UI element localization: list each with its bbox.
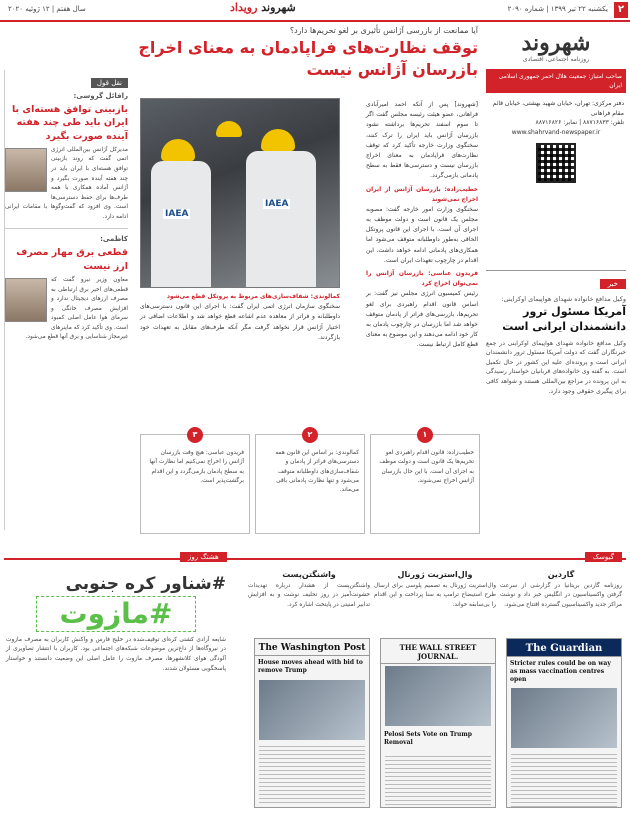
opinion-title: قطعی برق مهار مصرف ارز نیست	[16, 247, 128, 272]
bottom-divider	[4, 558, 626, 560]
page-number: ۲	[614, 2, 628, 18]
front-page-thumbnail	[254, 638, 370, 808]
front-image	[511, 688, 617, 748]
qr-code-icon	[536, 143, 576, 183]
author-portrait	[5, 148, 47, 192]
lead-column-2	[140, 292, 340, 430]
lead-title: توقف نظارت‌های فراپادمان به معنای اخراج بازرسان آژانس نیست	[138, 38, 478, 79]
issue-dateline-gregorian: سال هفتم | ۱۲ ژوئیه ۲۰۲۰	[8, 5, 86, 13]
lead-subhead: فریدون عباسی: بازرسان آژانس را نمی‌توان اخراج کرد	[366, 270, 478, 288]
front-headline: Pelosi Sets Vote on Trump Removal	[384, 731, 472, 746]
press-text: روزنامه گاردین بریتانیا در گزارشی از سرعت گرفتن واکسیناسیون در انگلیس خبر داد و نوشت مراکز جدید واکسیناسیون گسترده افتتاح می‌شود.	[500, 583, 622, 608]
masthead	[482, 24, 630, 264]
opinion-title: بازبینی توافق هسته‌ای با ایران باید طی چند هفته آینده صورت بگیرد	[11, 104, 128, 142]
helmet-shape	[216, 121, 242, 137]
section-logo-word: رویداد	[230, 1, 258, 14]
lead-subhead: کمالوندی: شفاف‌سازی‌های مربوط به پروتکل قطع می‌شود	[166, 293, 340, 300]
lead-kicker: آیا ممانعت از بازرسی آژانس تأثیری بر لغو تحریم‌ها دارد؟	[289, 26, 478, 35]
front-masthead: THE WALL STREET JOURNAL.	[381, 639, 495, 664]
news-tag: خبر	[600, 279, 626, 289]
quote-number: ۱	[417, 427, 433, 443]
helmet-shape	[261, 129, 295, 151]
press-name: واشنگتن‌پست	[282, 570, 336, 579]
opinion-tag: نقل قول	[91, 78, 128, 88]
lead-paragraph: سخنگوی سازمان انرژی اتمی ایران گفت: با اجرای این قانون دسترسی‌های داوطلبانه و فراتر از معاهده عدم اشاعه قطع خواهد شد و اطلاعات اضافی در اختیار آژانس قرار نخواهد گرفت مگر آنکه طرف‌های مقابل به تعهدات خود بازگردند.	[140, 303, 340, 341]
lead-column-1	[366, 100, 478, 430]
hashtag-text: شایعه آزادی کشتی کره‌ای توقیف‌شده در خلیج فارس و واکنش کاربران به مصرف مازوت در نیروگاه‌ها از داغ‌ترین موضوعات شبکه‌های اجتماعی بود. کاربران با انتشار تصاویری از آلودگی هوای کلانشهرها، مصرف مازوت را عامل اصلی این وضعیت دانستند و خواستار پاسخگویی مسئولان شدند.	[6, 636, 226, 673]
front-text-lines	[259, 743, 365, 803]
press-item	[374, 570, 496, 814]
press-text: وال‌استریت ژورنال به تصمیم پلوسی برای ارسال طرح استیضاح ترامپ به سنا پرداخت و این اقدام را بی‌سابقه خواند.	[374, 583, 496, 608]
helmet-shape	[161, 139, 195, 161]
numbered-quote	[140, 430, 250, 534]
press-name: گاردین	[547, 570, 575, 579]
masthead-website[interactable]: www.shahrvand-newspaper.ir	[511, 128, 601, 136]
issue-dateline: یکشنبه ۲۲ تیر ۱۳۹۹ | شماره ۲۰۹۰	[507, 5, 608, 13]
press-item	[248, 570, 370, 814]
press-tag: گیوسک	[585, 552, 622, 562]
suit-shape	[151, 161, 211, 288]
front-page-thumbnail	[506, 638, 622, 808]
numbered-quotes	[140, 430, 480, 534]
front-text-lines	[511, 751, 617, 808]
quote-text: خطیب‌زاده: قانون اقدام راهبردی لغو تحریم‌ها یک قانون است و دولت موظف به اجرای آن است. با این حال بازرسان آژانس اخراج نمی‌شوند.	[379, 450, 474, 484]
author-portrait	[5, 278, 47, 322]
iaea-label: IAEA	[265, 199, 289, 209]
numbered-quote	[255, 430, 365, 534]
lead-headline-block	[138, 26, 478, 80]
front-headline: Stricter rules could be on way as mass vaccination centres open	[510, 660, 611, 683]
press-text: واشنگتن‌پست از هشدار درباره تهدیدات خشونت‌آمیز در روز تحلیف نوشت و به افزایش تدابیر امنیتی در پایتخت اشاره کرد.	[248, 583, 370, 608]
masthead-brand: شهروند	[521, 30, 591, 56]
opinion-column	[4, 70, 128, 530]
lead-paragraph: رئیس کمیسیون انرژی مجلس نیز گفت: بر اساس قانون اقدام راهبردی برای لغو تحریم‌ها، بازرسی‌های فراتر از پادمان متوقف خواهد شد اما بازرسان در چارچوب پادمان به کار خود ادامه می‌دهند و این موضوع به معنای قطع کامل ارتباط نیست.	[366, 290, 478, 349]
news-body: وکیل مدافع خانواده شهدای هواپیمای اوکراینی در جمع خبرنگاران گفت که دولت آمریکا مسئول ترور دانشمندان ایرانی است و پرونده‌ای علیه این کشور در حال تکمیل است. به گفته وی خانواده‌های قربانیان خواستار رسیدگی به این پرونده در مراجع بین‌المللی هستند و شواهد کافی برای پیگیری حقوقی وجود دارد.	[486, 339, 626, 395]
news-column	[486, 270, 626, 540]
numbered-quote	[370, 430, 480, 534]
divider	[5, 228, 128, 229]
front-headline: House moves ahead with bid to remove Trump	[258, 659, 363, 674]
opinion-author: رافائل گروسی:	[73, 92, 128, 100]
section-logo	[230, 1, 296, 14]
section-logo-brand: شهروند	[261, 1, 296, 14]
opinion-text: معاون وزیر نیرو گفت که قطعی‌های اخیر برق ارتباطی به مصرف ارزهای دیجیتال ندارد و افزایش مصرف خانگی و سرمای هوا عامل اصلی کمبود است. وی تأکید کرد که ماینرهای غیرمجاز شناسایی و برق آنها قطع می‌شود.	[25, 276, 128, 341]
lead-photo	[140, 98, 340, 288]
masthead-tagline: روزنامه اجتماعی، اقتصادی	[522, 56, 590, 63]
suit-shape	[246, 151, 316, 288]
hashtag-word: #مازوت	[36, 596, 196, 632]
front-text-lines	[385, 753, 491, 808]
quote-number: ۲	[302, 427, 318, 443]
masthead-address: دفتر مرکزی: تهران، خیابان شهید بهشتی، خیابان قائم مقام فراهانی	[492, 100, 624, 117]
news-title: آمریکا مسئول ترور دانشمندان ایرانی است	[502, 305, 626, 333]
hashtag-title: #شناور کره جنوبی	[65, 574, 226, 594]
iaea-label: IAEA	[165, 209, 189, 219]
opinion-author: کاظمی:	[100, 235, 128, 244]
quote-number: ۳	[187, 427, 203, 443]
lead-paragraph: سخنگوی وزارت امور خارجه گفت: مصوبه مجلس یک قانون است و دولت موظف به اجرای آن است. با اجرای این قانون پروتکل الحاقی به‌طور داوطلبانه متوقف می‌شود اما همکاری‌های پادمانی ادامه خواهد داشت. این اقدام در چارچوب تعهدات ایران است.	[366, 205, 478, 264]
hashtag-tag: هشتگ روز	[180, 552, 227, 562]
quote-text: کمالوندی: بر اساس این قانون همه دسترسی‌های فراتر از پادمان و شفاف‌سازی‌های داوطلبانه متوقف می‌شود و تنها نظارت پادمانی باقی می‌ماند.	[275, 450, 359, 494]
hashtag-box	[6, 574, 226, 812]
front-masthead: The Washington Post	[255, 639, 369, 656]
lead-subhead: خطیب‌زاده: بازرسان آژانس از ایران اخراج نمی‌شوند	[366, 185, 478, 203]
news-kicker: وکیل مدافع خانواده شهدای هواپیمای اوکراینی:	[501, 295, 626, 303]
opinion-text: مدیرکل آژانس بین‌المللی انرژی اتمی گفت که روند بازبینی توافق هسته‌ای با ایران باید در چند هفته آینده صورت بگیرد و آژانس آماده همکاری با همه طرف‌ها برای حفظ دسترسی‌ها است. وی افزود که گفت‌وگوها با مقامات ایرانی ادامه دارد.	[5, 146, 128, 220]
masthead-license: صاحب امتیاز: جمعیت هلال احمر جمهوری اسلامی ایران	[486, 69, 626, 93]
lead-paragraph: [شهروند] پس از آنکه احمد امیرآبادی فراهانی، عضو هیئت رئیسه مجلس گفت اگر تا سوم اسفند تحریم‌ها برداشته نشود بازرسان آژانس باید ایران را ترک کنند، سخنگوی وزارت خارجه تأکید کرد که توقف نظارت‌های فراپادمان به معنای اخراج بازرسان نیست و دسترسی‌ها فقط به سطح پادمانی بازمی‌گردد.	[366, 101, 478, 180]
front-masthead: The Guardian	[507, 639, 621, 657]
front-image	[259, 680, 365, 740]
press-item	[500, 570, 622, 814]
press-name: وال‌استریت ژورنال	[397, 570, 473, 579]
front-image	[385, 666, 491, 726]
quote-text: فریدون عباسی: هیچ وقت بازرسان آژانس را اخراج نمی‌کنیم اما نظارت آنها به سطح پادمان بازمی‌گردد و این اقدام برگشت‌پذیر است.	[149, 450, 244, 484]
page-header	[0, 0, 630, 22]
front-page-thumbnail	[380, 638, 496, 808]
masthead-phones: تلفن: ۸۸۷۱۶۸۳۳ | نمابر: ۸۸۷۱۶۸۲۶	[535, 119, 624, 127]
